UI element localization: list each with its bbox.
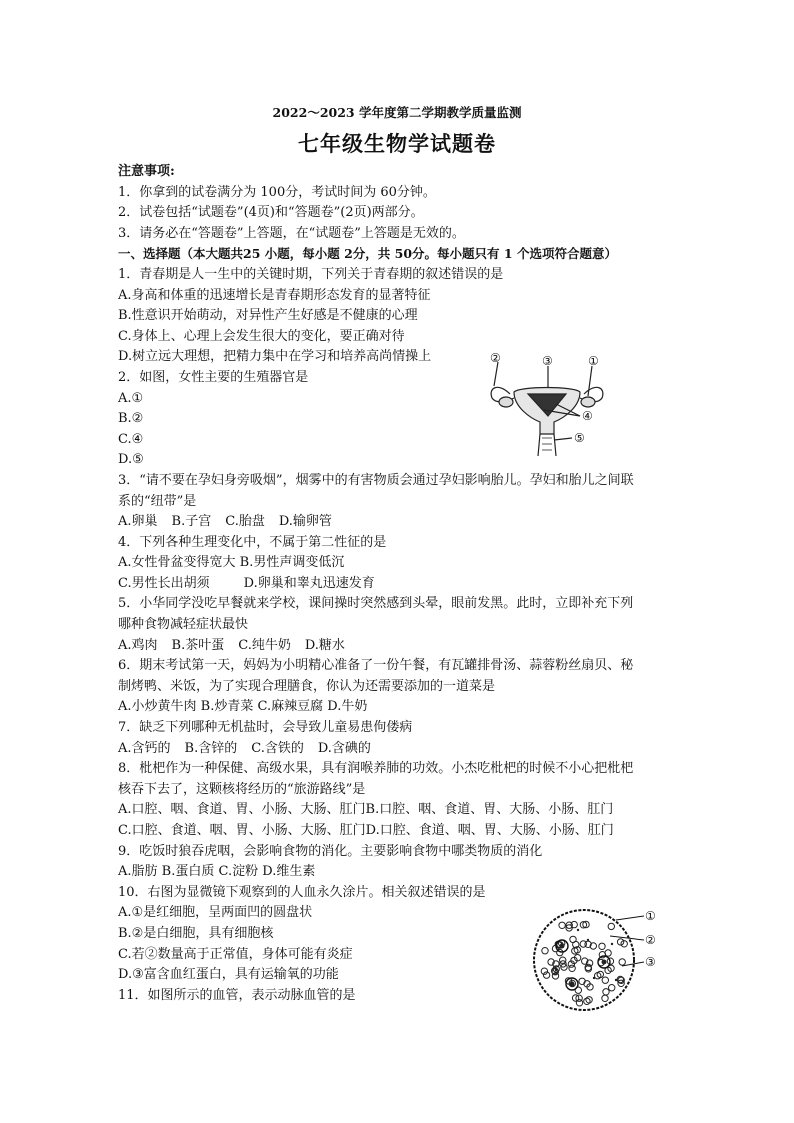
q6-option-d: D.牛奶 <box>327 699 368 715</box>
q10-option-d: D.③富含血红蛋白，具有运输氧的功能 <box>118 967 339 983</box>
red-blood-cell <box>599 943 605 949</box>
q4-options-cd <box>118 574 688 595</box>
q8-stem-line1: 8．枇杷作为一种保健、高级水果，具有润喉养肺的功效。小杰吃枇杷的时候不小心把枇杷 <box>118 761 634 777</box>
q6-stem-line2: 制烤鸭、米饭，为了实现合理膳食，你认为还需要添加的一道菜是 <box>118 678 496 694</box>
q6-options <box>118 697 688 718</box>
red-blood-cell <box>559 922 565 928</box>
blood-smear-diagram <box>532 900 662 1018</box>
q9-option-b: B.蛋白质 <box>161 864 215 880</box>
q6-option-a: A.小炒黄牛肉 <box>118 699 197 715</box>
q7-option-a: A.含钙的 <box>118 740 171 756</box>
q3-option-a: A.卵巢 <box>118 514 158 530</box>
q8-option-c: C.口腔、食道、咽、胃、小肠、大肠、肛门 <box>118 823 366 838</box>
exam-title: 七年级生物学试题卷 <box>298 131 496 156</box>
q7-option-d: D.含碘的 <box>317 740 371 756</box>
blood-label-3: ③ <box>645 955 656 969</box>
q8-stem-line2: 核吞下去了，这颗核将经历的“旅游路线”是 <box>118 781 366 797</box>
q4-option-c: C.男性长出胡须 <box>118 575 210 591</box>
q1-option-b: B.性意识开始萌动，对异性产生好感是不健康的心理 <box>118 308 418 324</box>
q9-option-c: C.淀粉 <box>218 864 259 880</box>
q9-options <box>118 862 688 883</box>
q9-stem: 9．吃饭时狼吞虎咽，会影响食物的消化。主要影响食物中哪类物质的消化 <box>118 843 543 859</box>
notice-item-1: 1．你拿到的试卷满分为 100分，考试时间为 60分钟。 <box>118 184 436 200</box>
red-blood-cell <box>602 995 608 1001</box>
red-blood-cell <box>569 965 575 971</box>
q2-option-a: A.① <box>118 390 144 406</box>
q1-option-c: C.身体上、心理上会发生很大的变化，要正确对待 <box>118 328 405 344</box>
q5-option-c: C.纯牛奶 <box>238 637 291 653</box>
q4-stem: 4．下列各种生理变化中，不属于第二性征的是 <box>118 534 387 550</box>
q10-stem: 10．右图为显微镜下观察到的人血永久涂片。相关叙述错误的是 <box>118 884 486 900</box>
q9-option-a: A.脂肪 <box>118 864 158 880</box>
red-blood-cell <box>542 948 548 954</box>
uterus-diagram <box>484 352 610 458</box>
q8-options-cd <box>118 821 688 842</box>
q10-option-b: B.②是白细胞，具有细胞核 <box>118 925 274 941</box>
q6-option-b: B.炒青菜 <box>200 699 254 715</box>
exam-subtitle: 2022～2023 学年度第二学期教学质量监测 <box>272 105 522 120</box>
q9-option-d: D.维生素 <box>262 864 316 880</box>
red-blood-cell <box>602 977 608 983</box>
q1-option-d: D.树立远大理想，把精力集中在学习和培养高尚情操上 <box>118 349 432 365</box>
red-blood-cell <box>570 936 576 942</box>
q3-option-b: B.子宫 <box>171 514 212 530</box>
red-blood-cell <box>586 997 592 1003</box>
q2-option-d: D.⑤ <box>118 452 144 468</box>
q4-options-ab <box>118 553 688 574</box>
q7-stem: 7．缺乏下列哪种无机盐时，会导致儿童易患佝偻病 <box>118 720 413 736</box>
q10-option-a: A.①是红细胞，呈两面凹的圆盘状 <box>118 905 313 921</box>
uterus-label-1: ① <box>588 354 599 368</box>
q7-option-c: C.含铁的 <box>251 740 304 756</box>
q8-option-d: D.口腔、食道、咽、胃、大肠、小肠、肛门 <box>365 823 614 838</box>
q7-options <box>118 739 688 760</box>
uterus-label-5: ⑤ <box>574 431 585 445</box>
q4-option-b: B.男性声调变低沉 <box>239 555 345 571</box>
q2-stem: 2．如图，女性主要的生殖器官是 <box>118 369 309 385</box>
uterus-label-4: ④ <box>582 409 593 423</box>
q3-options <box>118 512 688 533</box>
q8-option-b: B.口腔、咽、食道、胃、大肠、小肠、肛门 <box>365 802 614 818</box>
section-heading: 一、选择题（本大题共25 小题，每小题 2分，共 50分。每小题只有 1 个选项符合题意） <box>118 246 617 262</box>
q3-stem-line2: 系的“纽带”是 <box>118 493 197 509</box>
q3-stem-line1: 3．“请不要在孕妇身旁吸烟”，烟雾中的有害物质会通过孕妇影响胎儿。孕妇和胎儿之间联 <box>118 472 634 488</box>
q2-option-b: B.② <box>118 411 144 427</box>
q8-option-a: A.口腔、咽、食道、胃、小肠、大肠、肛门 <box>118 802 366 818</box>
q1-stem: 1．青春期是人一生中的关键时期，下列关于青春期的叙述错误的是 <box>118 266 504 282</box>
q5-option-d: D.糖水 <box>304 637 345 653</box>
red-blood-cell <box>584 998 590 1004</box>
notice-item-3: 3．请务必在“答题卷”上答题，在“试题卷”上答题是无效的。 <box>118 225 465 241</box>
q3-option-d: D.输卵管 <box>278 514 332 530</box>
q6-stem-line1: 6．期末考试第一天，妈妈为小明精心准备了一份午餐，有瓦罐排骨汤、蒜蓉粉丝扇贝、秘 <box>118 658 634 674</box>
uterus-label-2: ② <box>490 352 501 365</box>
notice-heading: 注意事项: <box>118 164 175 179</box>
q7-option-b: B.含锌的 <box>184 740 238 756</box>
red-blood-cell <box>603 989 609 995</box>
red-blood-cell <box>576 1000 582 1006</box>
q2-option-c: C.④ <box>118 431 144 447</box>
exam-body <box>118 162 688 1006</box>
q4-option-d: D.卵巢和睾丸迅速发育 <box>243 575 375 591</box>
red-blood-cell <box>608 923 614 929</box>
blood-label-2: ② <box>645 933 656 947</box>
q5-option-b: B.茶叶蛋 <box>171 637 225 653</box>
q1-option-a: A.身高和体重的迅速增长是青春期形态发育的显著特征 <box>118 287 431 303</box>
q5-stem-line1: 5．小华同学没吃早餐就来学校，课间操时突然感到头晕，眼前发黑。此时，立即补充下列 <box>118 596 634 612</box>
q8-options-ab <box>118 800 688 821</box>
uterus-label-3: ③ <box>542 354 553 368</box>
notice-item-2: 2．试卷包括“试题卷”(4页)和“答题卷”(2页)两部分。 <box>118 205 424 221</box>
red-blood-cell <box>605 950 611 956</box>
q3-option-c: C.胎盘 <box>225 514 265 530</box>
q10-option-c: C.若②数量高于正常值，身体可能有炎症 <box>118 946 353 962</box>
q11-stem: 11．如图所示的血管，表示动脉血管的是 <box>118 987 356 1003</box>
red-blood-cell <box>619 959 625 965</box>
blood-label-1: ① <box>645 909 656 923</box>
q4-option-a: A.女性骨盆变得宽大 <box>118 555 236 571</box>
q5-option-a: A.鸡肉 <box>118 637 158 653</box>
q5-options <box>118 636 688 657</box>
red-blood-cell <box>609 985 615 991</box>
q6-option-c: C.麻辣豆腐 <box>257 699 324 715</box>
q5-stem-line2: 哪种食物减轻症状最快 <box>118 617 249 633</box>
